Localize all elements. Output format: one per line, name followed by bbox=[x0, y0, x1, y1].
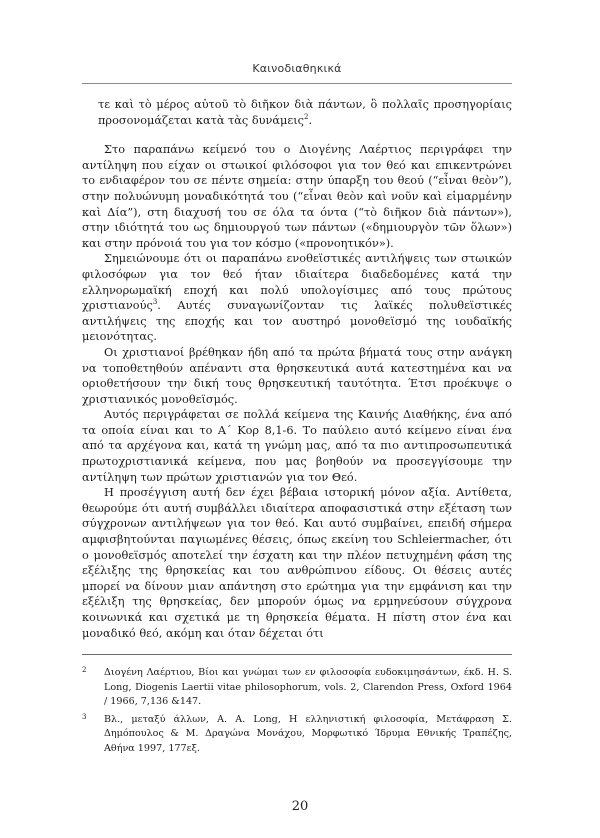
paragraph: Στο παραπάνω κείμενό του ο Διογένης Λαέρτιος περιγράφει την αντίληψη που είχαν οι στωικοί φιλόσοφοι για τον θεό και επικεντρώνει το ενδιαφέρον του σε πέντε σημεία: στην ύπαρξη του θεού (“εἶναι θεὸν”), στην πολυώνυμη μοναδικότητά του (“εἶναι θεὸν καὶ νοῦν καὶ εἱμαρμένην καὶ Δία”), στη διαχυσή του σε όλα τα όντα (“τὸ διῆκον διὰ πάντων»), στην ιδιότητά του ως δημιουργού των πάντων («δημιουργὸν τῶν ὅλων») και στην πρόνοιά του για τον κόσμο («προνοητικόν»). bbox=[82, 143, 512, 250]
paragraph-text: . Αυτές συναγωνίζονταν τις λαϊκές πολυθεϊστικές αντιλήψεις της εποχής και τον αυστηρό μονοθεϊσμό της ιουδαϊκής μειονότητας. bbox=[82, 299, 512, 344]
paragraph: Η προσέγγιση αυτή δεν έχει βέβαια ιστορική μόνον αξία. Αντίθετα, θεωρούμε ότι αυτή συμβάλλει ιδιαίτερα αποφασιστικά στην εξέταση των σύγχρονων αντιλήψεων για τον θεό. Και αυτό συμβαίνει, επειδή σήμερα αμφισβητούνται παγιωμένες θέσεις, όπως εκείνη του Schleiermacher, ότι ο μονοθεϊσμός αποτελεί την έσχατη και την πλέον πετυχημένη φάση της εξέλιξης της θρησκείας και του ανθρώπινου είδους. Οι θέσεις αυτές μπορεί να δίνουν μιαν απάντηση στο ερώτημα για την εμφάνιση και την εξέλιξη της θρησκείας, δεν μπορούν όμως να ερμηνεύσουν σύγχρονα κοινωνικά και σχετικά με τη θρησκεία θέματα. Η πίστη στον ένα και μοναδικό θεό, ακόμη και όταν δέχεται ότι bbox=[82, 486, 512, 640]
footnote-text: Διογένη Λαέρτιου, Βίοι και γνώμαι των εν φιλοσοφία ευδοκιμησάντων, έκδ. H. S. Long, Diogenis Laertii vitae philosophorum, vols. 2, Clarendon Press, Oxford 1964 / 1966, 7,136 &147. bbox=[104, 667, 512, 707]
page-number: 20 bbox=[291, 799, 309, 814]
quote-continuation: τε καὶ τὸ μέρος αὐτοῦ τὸ διῆκον διὰ πάντων, ὃ πολλαῖς προσηγορίαις προσονομάζεται κατὰ τὰς δυνάμεις$^2$. bbox=[98, 98, 512, 127]
footnote-ref[interactable]: 2 bbox=[303, 112, 309, 121]
quote-text: τε καὶ τὸ μέρος αὐτοῦ τὸ διῆκον διὰ πάντων, ὃ πολλαῖς προσηγορίαις προσονομάζεται κατὰ τὰς δυνάμεις bbox=[98, 98, 512, 127]
paragraph bbox=[82, 251, 512, 345]
footnote-rule bbox=[82, 654, 512, 655]
footnote bbox=[82, 713, 512, 757]
footnotes bbox=[82, 666, 512, 759]
footnote-text: Βλ., μεταξύ άλλων, A. A. Long, Η ελληνιστική φιλοσοφία, Μετάφραση Σ. Δημόπουλος & Μ. Δραγώνα Μονάχου, Μορφωτικό Ίδρυμα Εθνικής Τραπέζης, Αθήνα 1997, 177εξ. bbox=[104, 713, 512, 754]
main-text bbox=[82, 95, 512, 641]
footnote-number: 3 bbox=[82, 712, 87, 721]
footnote bbox=[82, 666, 512, 710]
footnote-ref[interactable]: 3 bbox=[152, 298, 158, 307]
paragraph: Αυτός περιγράφεται σε πολλά κείμενα της Καινής Διαθήκης, ένα από τα οποία είναι και το Α΄ Κορ 8,1-6. Το παύλειο αυτό κείμενο είναι ένα από τα αρχέγονα και, κατά τη γνώμη μας, από τα πιο αντιπροσωπευτικά πρωτοχριστιανικά κείμενα, που μας βοηθούν να προσεγγίσουμε την αντίληψη των πρώτων χριστιανών για τον Θεό. bbox=[82, 408, 512, 484]
paragraph-text: Σημειώνουμε ότι οι παραπάνω ενοθεϊστικές αντιλήψεις των στωικών φιλοσόφων για τον θεό ήταν ιδιαίτερα διαδεδομένες κατά την ελληνορωμαϊκή εποχή και πολύ υπολογίσιμες από τους πρώτους χριστιανούς bbox=[82, 252, 512, 313]
header-rule bbox=[82, 83, 512, 84]
paragraph: Οι χριστιανοί βρέθηκαν ήδη από τα πρώτα βήματά τους στην ανάγκη να τοποθετηθούν απέναντι στα θρησκευτικά αυτά κατεστημένα και να οριοθετήσουν την δική τους θρησκευτική ταυτότητα. Έτσι προέκυψε ο χριστιανικός μονοθεϊσμός. bbox=[82, 345, 512, 406]
footnote-number: 2 bbox=[82, 666, 87, 674]
running-head: Καινοδιαθηκικά bbox=[252, 62, 342, 75]
